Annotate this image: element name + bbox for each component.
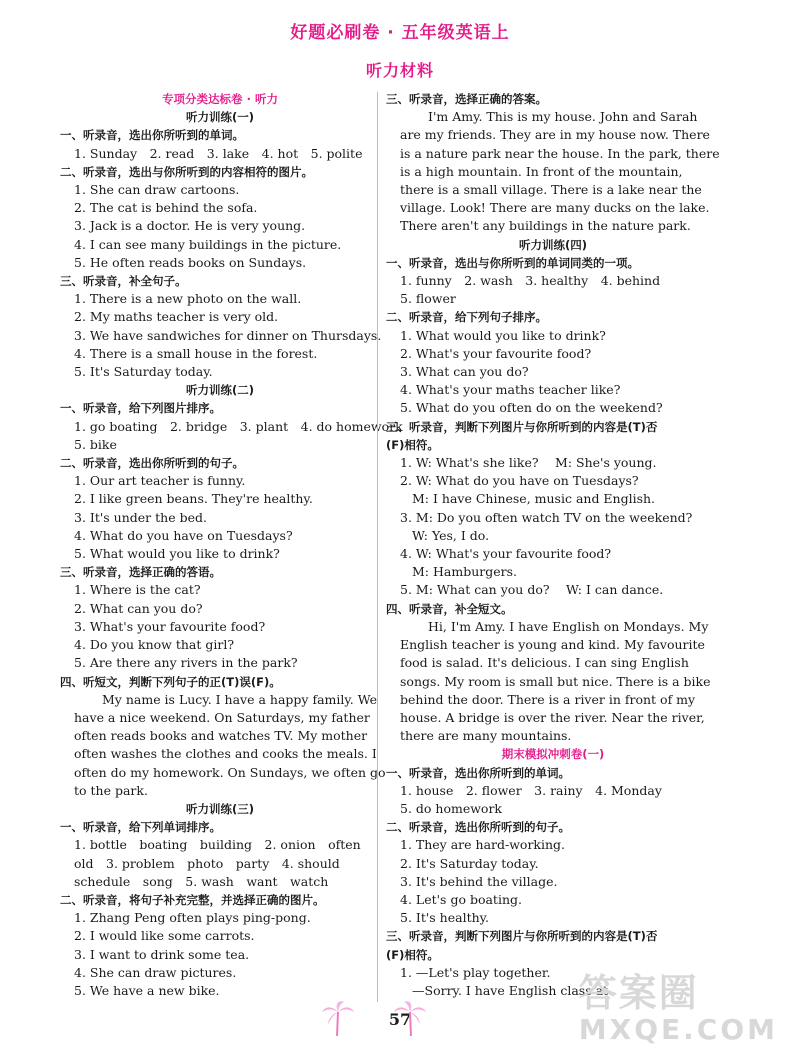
content-line: 4. Let's go boating.	[400, 891, 522, 907]
content-line: songs. My room is small but nice. There is a bike	[400, 673, 711, 689]
content-line: 5. What would you like to drink?	[74, 546, 280, 562]
question-heading: 二、听录音，选出你所听到的句子。	[386, 820, 570, 835]
content-line: often reads books and watches TV. My mother	[74, 728, 368, 744]
watermark	[579, 962, 778, 1046]
content-line: 5. flower	[400, 291, 456, 307]
content-line: 5. We have a new bike.	[74, 982, 220, 998]
question-heading: 三、听录音，选择正确的答语。	[60, 565, 221, 580]
question-heading: 二、听录音，给下列句子排序。	[386, 310, 547, 325]
content-line: 4. She can draw pictures.	[74, 964, 237, 980]
question-heading: 一、听录音，选出你所听到的单词。	[60, 128, 244, 143]
content-line: 2. I would like some carrots.	[74, 928, 255, 944]
right-column	[386, 90, 720, 1000]
content-line: 1. She can draw cartoons.	[74, 182, 240, 198]
content-line: 3. Jack is a doctor. He is very young.	[74, 218, 306, 234]
content-line: 5. bike	[74, 436, 117, 452]
column-divider	[377, 92, 378, 1002]
content-line: W: Yes, I do.	[412, 527, 490, 543]
content-line: 3. I want to drink some tea.	[74, 946, 250, 962]
question-heading: 一、听录音，选出你所听到的单词。	[386, 765, 570, 780]
content-line: I'm Amy. This is my house. John and Sarah	[428, 109, 698, 125]
content-line: 2. My maths teacher is very old.	[74, 309, 279, 325]
content-line: is a nature park near the house. In the park, there	[400, 145, 720, 161]
content-line: 3. What can you do?	[400, 364, 529, 380]
watermark-line1: 答案圈	[578, 971, 699, 1015]
content-line: is a high mountain. In front of the mountain,	[400, 163, 683, 179]
page-number: 57	[388, 1010, 412, 1029]
content-line: 4. W: What's your favourite food?	[400, 546, 612, 562]
content-line: often do my homework. On Sundays, we often go	[74, 764, 386, 780]
content-line: English teacher is young and kind. My favourite	[400, 637, 705, 653]
content-line: 5. It's Saturday today.	[74, 364, 213, 380]
content-line: 4. What do you have on Tuesdays?	[74, 527, 293, 543]
left-column	[60, 90, 403, 1000]
question-heading: (F)相符。	[386, 437, 439, 452]
section-title: 专项分类达标卷 · 听力	[162, 92, 278, 106]
content-line: there is a small village. There is a lake near the	[400, 182, 702, 198]
content-line: 3. What's your favourite food?	[74, 618, 266, 634]
content-line: 4. What's your maths teacher like?	[400, 382, 621, 398]
content-line: 2. What's your favourite food?	[400, 345, 592, 361]
content-line: 2. The cat is behind the sofa.	[74, 200, 258, 216]
content-line: 5. It's healthy.	[400, 910, 490, 926]
content-line: 1. There is a new photo on the wall.	[74, 291, 302, 307]
content-line: There aren't any buildings in the nature park.	[400, 218, 691, 234]
content-line: 4. There is a small house in the forest.	[74, 345, 318, 361]
question-heading: 一、听录音，给下列图片排序。	[60, 401, 221, 416]
section-title: 期末模拟冲刺卷(一)	[501, 747, 605, 762]
content-line: old 3. problem photo party 4. should	[74, 855, 340, 871]
content-line: —Sorry. I have English class at	[412, 982, 609, 998]
question-heading: 四、听录音，补全短文。	[386, 601, 513, 616]
content-line: 3. M: Do you often watch TV on the weekend?	[400, 509, 693, 525]
content-line: often washes the clothes and cooks the meals. I	[74, 746, 377, 762]
question-heading: 四、听短文，判断下列句子的正(T)误(F)。	[60, 674, 281, 689]
content-line: 2. W: What do you have on Tuesdays?	[400, 473, 639, 489]
content-line: behind the door. There is a river in front of my	[400, 691, 696, 707]
watermark-line2: MXQE.COM	[578, 1013, 778, 1046]
content-line: 1. bottle boating building 2. onion often	[74, 837, 361, 853]
content-line: 5. M: What can you do? W: I can dance.	[400, 582, 664, 598]
content-line: 1. Our art teacher is funny.	[74, 473, 246, 489]
content-line: 5. do homework	[400, 800, 503, 816]
question-heading: 三、听录音，判断下列图片与你所听到的内容是(T)否	[386, 419, 658, 434]
content-line: have a nice weekend. On Saturdays, my father	[74, 709, 370, 725]
question-heading: 三、听录音，判断下列图片与你所听到的内容是(T)否	[386, 929, 658, 944]
content-line: 1. house 2. flower 3. rainy 4. Monday	[400, 782, 662, 798]
question-heading: 三、听录音，补全句子。	[60, 274, 187, 289]
content-line: 1. funny 2. wash 3. healthy 4. behind	[400, 273, 661, 289]
content-line: My name is Lucy. I have a happy family. We	[102, 691, 377, 707]
content-line: schedule song 5. wash want watch	[74, 873, 329, 889]
question-heading: 一、听录音，给下列单词排序。	[60, 820, 221, 835]
content-line: M: Hamburgers.	[412, 564, 517, 580]
content-line: 1. Where is the cat?	[74, 582, 201, 598]
question-heading: 一、听录音，选出与你所听到的单词同类的一项。	[386, 255, 639, 270]
content-line: 1. Sunday 2. read 3. lake 4. hot 5. polite	[74, 145, 363, 161]
content-line: house. A bridge is over the river. Near the river,	[400, 709, 705, 725]
content-line: 2. It's Saturday today.	[400, 855, 539, 871]
section-title: 听力训练(一)	[185, 110, 254, 125]
content-line: 3. It's behind the village.	[400, 873, 558, 889]
section-title: 听力训练(三)	[185, 801, 254, 816]
question-heading: (F)相符。	[386, 947, 439, 962]
content-line: to the park.	[74, 782, 148, 798]
content-line: 5. What do you often do on the weekend?	[400, 400, 663, 416]
content-line: Hi, I'm Amy. I have English on Mondays. My	[428, 618, 709, 634]
question-heading: 二、听录音，将句子补充完整，并选择正确的图片。	[60, 892, 325, 907]
content-line: 1. Zhang Peng often plays ping-pong.	[74, 910, 311, 926]
question-heading: 二、听录音，选出与你所听到的内容相符的图片。	[60, 164, 313, 179]
content-line: 5. Are there any rivers in the park?	[74, 655, 298, 671]
section-title: 听力训练(二)	[185, 383, 254, 398]
content-line: village. Look! There are many ducks on the lake.	[400, 200, 710, 216]
content-line: 3. We have sandwiches for dinner on Thursdays.	[74, 327, 382, 343]
content-line: 1. They are hard-working.	[400, 837, 566, 853]
page-header-title: 好题必刷卷 · 五年级英语上	[290, 23, 510, 43]
content-line: 1. W: What's she like? M: She's young.	[400, 455, 657, 471]
content-line: 4. I can see many buildings in the picture.	[74, 236, 342, 252]
section-title: 听力训练(四)	[518, 237, 587, 252]
content-line: 2. I like green beans. They're healthy.	[74, 491, 313, 507]
content-line: are my friends. They are in my house now. There	[400, 127, 710, 143]
content-line: 4. Do you know that girl?	[74, 637, 235, 653]
question-heading: 二、听录音，选出你所听到的句子。	[60, 456, 244, 471]
palm-tree-icon-right	[392, 998, 428, 1038]
content-line: 1. —Let's play together.	[400, 964, 551, 980]
content-line: 1. What would you like to drink?	[400, 327, 606, 343]
content-line: food is salad. It's delicious. I can sing English	[400, 655, 689, 671]
content-line: 5. He often reads books on Sundays.	[74, 254, 307, 270]
question-heading: 三、听录音，选择正确的答案。	[386, 92, 547, 106]
content-line: 3. It's under the bed.	[74, 509, 207, 525]
page-subtitle: 听力材料	[365, 61, 434, 80]
content-line: 1. go boating 2. bridge 3. plant 4. do homework	[74, 418, 403, 434]
content-line: 2. What can you do?	[74, 600, 203, 616]
content-line: there are many mountains.	[400, 728, 572, 744]
content-line: M: I have Chinese, music and English.	[412, 491, 656, 507]
